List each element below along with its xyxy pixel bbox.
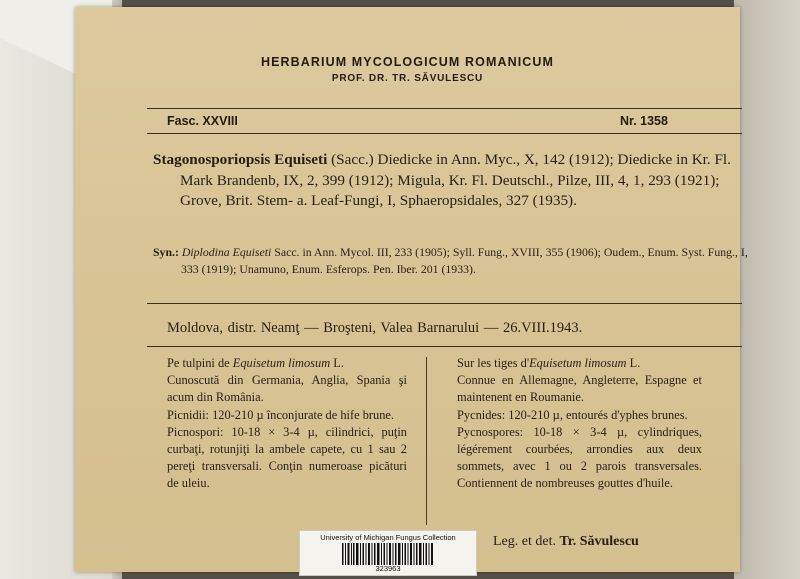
description-romanian — [167, 355, 407, 493]
species-entry — [153, 150, 765, 212]
host-name: Equisetum limosum — [529, 356, 627, 370]
synonym-citation: Sacc. in Ann. Mycol. III, 233 (1905); Syll. Fung., XVIII, 355 (1906); Oudem., Enum. Syst. Fung., I, 333 (1919); Unamuno, Enum. Esferops. Pen. Iber. 201 (1933). — [181, 245, 748, 276]
locality: Moldova, distr. Neamţ — Broşteni, Valea Barnarului — 26.VIII.1943. — [167, 320, 583, 336]
fascicle-number: Fasc. XXVIII — [167, 114, 238, 128]
top-rule — [147, 108, 742, 109]
locality-rule-top — [147, 303, 742, 304]
synonym-name: Diplodina Equiseti — [181, 245, 272, 259]
host-name: Equisetum limosum — [232, 356, 331, 370]
species-citation: (Sacc.) Diedicke in Ann. Myc., X, 142 (1912); Diedicke in Kr. Fl. Mark Brandenb, IX, 2, 399 (1912); Migula, Kr. Fl. Deutschl., Pilze, III, 4, 1, 293 (1921); Grove, Brit. Stem- a. Leaf-Fungi, I, Sphaeropsidales, 327 (1935). — [180, 151, 731, 209]
synonym-entry — [153, 244, 766, 277]
herbarium-subtitle: PROF. DR. TR. SĂVULESCU — [331, 73, 484, 84]
barcode-label — [299, 530, 477, 576]
collection-name: University of Michigan Fungus Collection — [320, 533, 456, 542]
herbarium-title: HERBARIUM MYCOLOGICUM ROMANICUM — [260, 55, 555, 69]
synonym-label: Syn.: — [153, 245, 179, 259]
collector: Leg. et det. Tr. Săvulescu — [493, 534, 639, 549]
distribution-fr: Connue en Allemagne, Angleterre, Espagne et maintenent en Roumanie. — [457, 373, 702, 405]
envelope-right — [734, 0, 800, 579]
herbarium-label — [75, 7, 748, 572]
header-rule — [147, 133, 742, 134]
barcode-icon — [342, 543, 434, 565]
column-divider — [426, 357, 427, 525]
locality-rule-bottom — [147, 346, 742, 347]
host-fr: Sur les tiges d'Equisetum limosum L. — [457, 356, 641, 370]
species-name: Stagonosporiopsis Equiseti — [153, 151, 328, 168]
barcode-number: 323963 — [375, 564, 401, 573]
pycnospores-fr: Pycnospores: 10-18 × 3-4 µ, cylindriques, légérement courbées, arrondies aux deux sommets, avec 1 ou 2 parois transversales. Contiennent de nombreuses gouttes d'huile. — [457, 424, 702, 491]
pycnospores-ro: Picnospori: 10-18 × 3-4 µ, cilindrici, puţin curbaţi, rotunjiţi la ambele capete, cu 1 sau 2 pereţi transversali. Conţin numeroase picături de uleiu. — [167, 424, 407, 491]
pycnidia-ro: Picnidii: 120-210 µ înconjurate de hife brune. — [167, 407, 395, 422]
collector-name: Tr. Săvulescu — [559, 534, 639, 549]
pycnidia-fr: Pycnides: 120-210 µ, entourés d'yphes brunes. — [457, 407, 688, 422]
host-ro: Pe tulpini de Equisetum limosum L. — [167, 356, 344, 370]
specimen-number: Nr. 1358 — [620, 114, 668, 128]
description-french — [457, 355, 702, 493]
distribution-ro: Cunoscută din Germania, Anglia, Spania şi acum din România. — [167, 373, 407, 405]
